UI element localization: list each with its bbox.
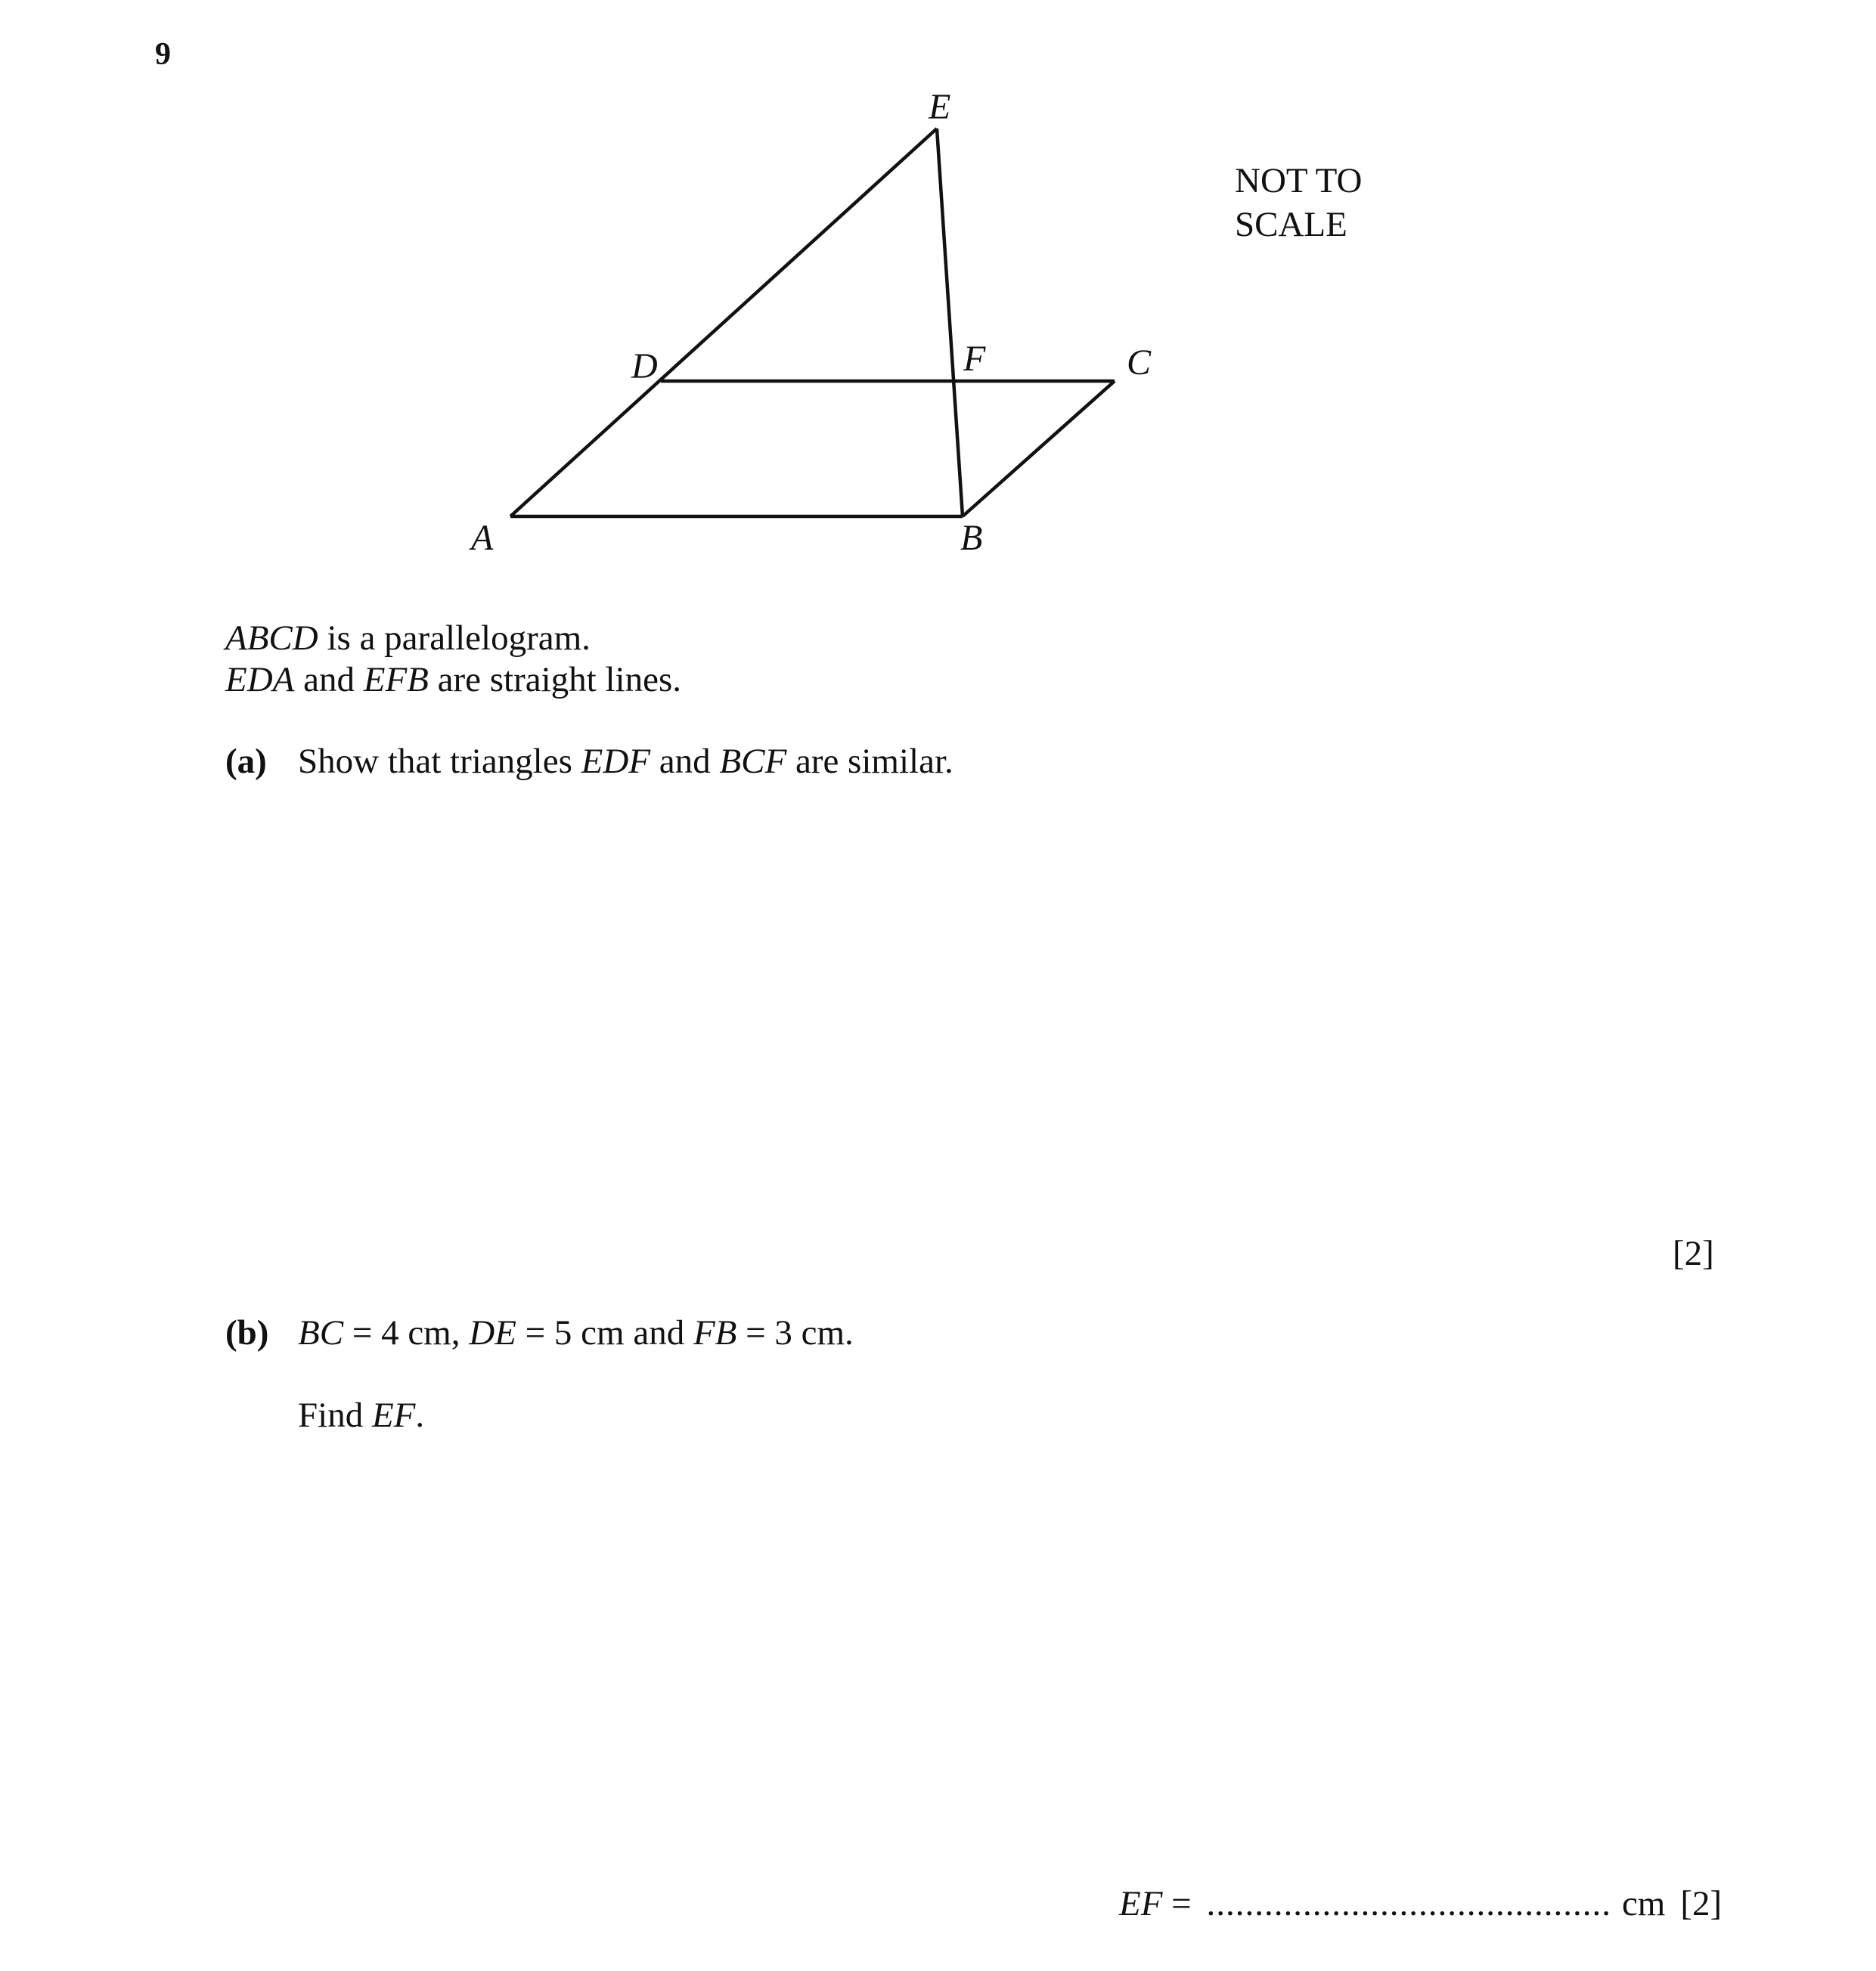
answer-unit: cm — [1621, 1884, 1666, 1923]
part-b-label: (b) — [225, 1313, 269, 1353]
line-name-EDA: EDA — [225, 660, 295, 699]
value-DE: = 5 cm and — [516, 1313, 693, 1353]
parallelogram-name: ABCD — [225, 618, 318, 658]
segment-FB: FB — [693, 1313, 737, 1353]
find-end: . — [415, 1396, 425, 1435]
stem-line-2-mid: and — [294, 660, 364, 699]
answer-blank[interactable]: .......................................... — [1206, 1884, 1611, 1923]
answer-line — [1119, 1883, 1722, 1924]
vertex-label-E: E — [929, 87, 951, 127]
part-a-text-1: Show that triangles — [298, 742, 581, 781]
vertex-label-A: A — [471, 518, 494, 558]
answer-equals: = — [1162, 1884, 1201, 1923]
segment-BC: BC — [298, 1313, 344, 1353]
vertex-label-D: D — [631, 346, 658, 386]
vertex-label-B: B — [960, 518, 983, 558]
answer-variable: EF — [1119, 1884, 1163, 1923]
value-BC: = 4 cm, — [343, 1313, 470, 1353]
part-a-text-3: are similar. — [786, 742, 954, 781]
line-name-EFB: EFB — [363, 660, 429, 699]
part-a-text-2: and — [650, 742, 720, 781]
question-number: 9 — [155, 37, 171, 72]
vertex-label-F: F — [963, 339, 986, 379]
triangle-BCF: BCF — [719, 742, 787, 781]
stem-line-1-text: is a parallelogram. — [318, 618, 591, 658]
segment-DE: DE — [469, 1313, 516, 1353]
part-b-given — [298, 1312, 854, 1353]
stem-line-2 — [225, 659, 681, 700]
not-to-scale-line-1: NOT TO — [1235, 161, 1363, 200]
vertex-label-C: C — [1127, 342, 1152, 383]
part-a-label: (a) — [225, 742, 267, 781]
value-FB: = 3 cm. — [736, 1313, 854, 1353]
not-to-scale-note — [1235, 159, 1362, 246]
parallelogram-diagram — [0, 0, 1876, 605]
stem-line-1 — [225, 618, 591, 659]
part-b-marks: [2] — [1680, 1884, 1723, 1923]
not-to-scale-line-2: SCALE — [1235, 205, 1347, 244]
part-a-text — [298, 741, 954, 782]
stem-line-2-text: are straight lines. — [428, 660, 682, 699]
side-BC — [963, 381, 1115, 516]
find-text: Find — [298, 1396, 372, 1435]
find-variable: EF — [371, 1396, 416, 1435]
line-EDA — [510, 129, 937, 516]
triangle-EDF: EDF — [581, 742, 651, 781]
part-b-instruction — [298, 1395, 424, 1436]
part-a-marks: [2] — [1673, 1234, 1714, 1273]
line-EFB — [937, 129, 963, 516]
